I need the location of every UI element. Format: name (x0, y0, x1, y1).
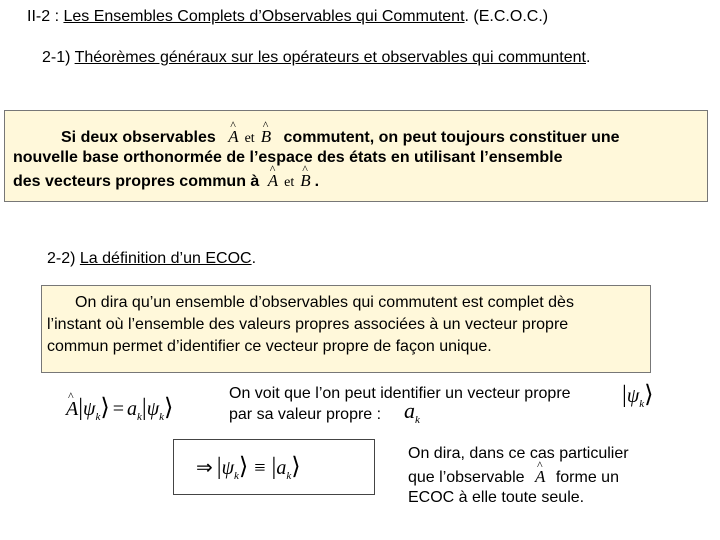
conclusion-line-3: ECOC à elle toute seule. (408, 489, 585, 506)
operator-a: ^ A (66, 398, 78, 421)
psi-symbol: ψ (146, 398, 160, 420)
psi-symbol: ψ (83, 398, 96, 420)
page-heading (27, 8, 548, 26)
section-number: 2-1) (42, 49, 75, 66)
ket-psi-k: $|\psi_k⟩$ (622, 382, 654, 410)
theorem-text: des vecteurs propres commun à (13, 173, 260, 190)
heading-prefix: II-2 : (27, 8, 64, 25)
section-title-end: . (251, 250, 257, 267)
index-k: k (639, 398, 645, 410)
operator-a: ^ A (535, 467, 545, 487)
operator-a: ^ A (228, 127, 238, 147)
section-title-text: Théorèmes généraux sur les opérateurs et observables qui communtent (74, 49, 586, 66)
eigenvalue-ak (404, 398, 420, 426)
eigen-note-line-2: par sa valeur propre : (229, 406, 382, 423)
eigenvalue-a: a (127, 398, 137, 420)
operator-b: ^ B (300, 171, 310, 191)
index-k: k (234, 470, 239, 482)
definition-box (41, 285, 651, 373)
psi-symbol: ψ (221, 457, 234, 479)
conclusion-text: forme un (555, 469, 619, 486)
index-k: k (415, 414, 420, 426)
operator-b: ^ B (261, 127, 271, 147)
equivalence-formula: ⇒ $|\psi_k⟩$ ≡ $|a_k⟩$ (196, 454, 301, 482)
section-2-1-title (42, 49, 590, 67)
index-k: k (159, 411, 165, 423)
definition-line-2: l’instant où l’ensemble des valeurs propres associées à un vecteur propre (47, 316, 569, 333)
conclusion-line-1: On dira, dans ce cas particulier (408, 445, 629, 462)
definition-line-1: On dira qu’un ensemble d’observables qui commutent est complet dès (75, 294, 574, 311)
et-word: et (284, 175, 295, 190)
index-k: k (137, 411, 142, 423)
theorem-box (4, 110, 708, 202)
eigenvalue-a: a (276, 457, 287, 479)
psi-symbol: ψ (626, 385, 640, 407)
et-word: et (244, 131, 255, 146)
theorem-text: . (314, 173, 320, 190)
theorem-line-1 (61, 127, 620, 147)
eigenvalue-a: a (404, 398, 415, 423)
section-2-2-title (47, 250, 256, 268)
eigen-note-line-1: On voit que l’on peut identifier un vecteur propre (229, 385, 571, 402)
section-number: 2-2) (47, 250, 80, 267)
section-title-end: . (586, 49, 591, 66)
equiv-symbol: ≡ (254, 457, 266, 479)
equivalence-box (173, 439, 375, 495)
operator-a: ^ A (268, 171, 278, 191)
index-k: k (286, 470, 292, 482)
conclusion-text: que l’observable (408, 469, 525, 486)
theorem-text: Si deux observables (61, 129, 216, 146)
implies-symbol: ⇒ (196, 457, 213, 479)
theorem-line-2: nouvelle base orthonormée de l’espace des états en utilisant l’ensemble (13, 149, 563, 166)
operators-a-b (268, 171, 311, 190)
index-k: k (95, 411, 101, 423)
theorem-text: commutent, on peut toujours constituer une (283, 129, 620, 146)
theorem-line-3 (13, 171, 319, 191)
definition-line-3: commun permet d’identifier ce vecteur propre de façon unique. (47, 338, 492, 355)
eigen-equation: ^ $A|\psi_k⟩$ = $a_k|\psi_k⟩$ (66, 393, 173, 423)
section-title-text: La définition d’un ECOC (79, 250, 252, 267)
heading-title: Les Ensembles Complets d’Observables qui Commutent (63, 8, 465, 25)
operators-a-b (228, 127, 271, 146)
heading-suffix: . (E.C.O.C.) (464, 8, 549, 25)
conclusion-line-2 (408, 467, 619, 487)
